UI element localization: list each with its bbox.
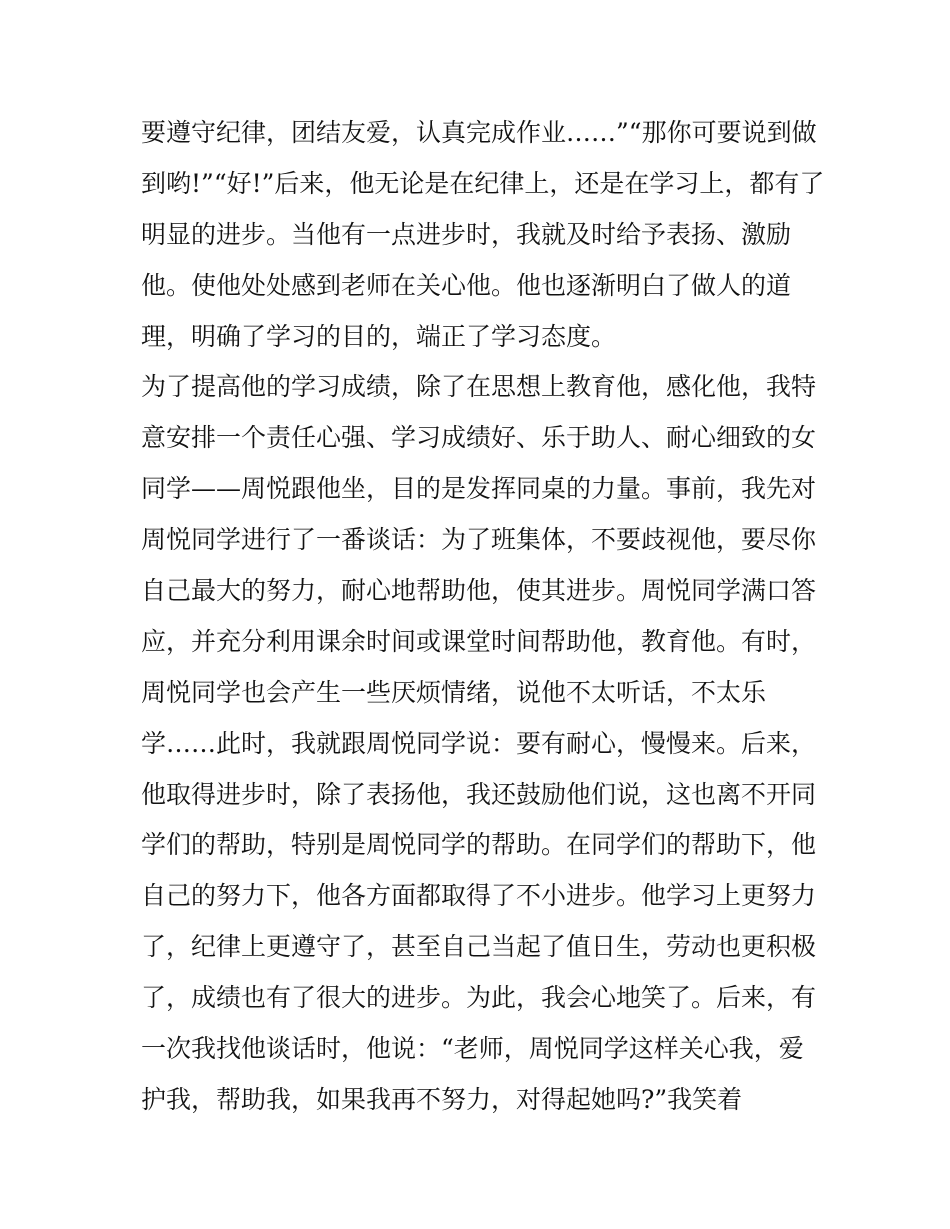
text-line: 意安排一个责任心强、学习成绩好、乐于助人、耐心细致的女 [141, 423, 817, 453]
body-text [141, 108, 825, 1126]
text-line: 到哟!”“好!”后来，他无论是在纪律上，还是在学习上，都有了 [141, 168, 825, 198]
text-line: 一次我找他谈话时，他说：“老师，周悦同学这样关心我，爱 [141, 1034, 804, 1064]
text-line: 自己最大的努力，耐心地帮助他，使其进步。周悦同学满口答 [141, 576, 817, 606]
text-line: 周悦同学也会产生一些厌烦情绪，说他不太听话，不太乐 [141, 677, 767, 707]
text-line: 明显的进步。当他有一点进步时，我就及时给予表扬、激励 [141, 219, 792, 249]
text-line: 应，并充分利用课余时间或课堂时间帮助他，教育他。有时， [141, 626, 817, 656]
text-line: 他。使他处处感到老师在关心他。他也逐渐明白了做人的道 [141, 270, 792, 300]
text-line: 周悦同学进行了一番谈话：为了班集体，不要歧视他，要尽你 [141, 525, 817, 555]
text-line: 学……此时，我就跟周悦同学说：要有耐心，慢慢来。后来， [141, 728, 817, 758]
text-line: 理，明确了学习的目的，端正了学习态度。 [141, 321, 617, 351]
text-line: 学们的帮助，特别是周悦同学的帮助。在同学们的帮助下，他 [141, 830, 817, 860]
text-line: 了，纪律上更遵守了，甚至自己当起了值日生，劳动也更积极 [141, 932, 817, 962]
text-line: 同学——周悦跟他坐，目的是发挥同桌的力量。事前，我先对 [141, 474, 817, 504]
text-line: 要遵守纪律，团结友爱，认真完成作业……”“那你可要说到做 [141, 118, 817, 147]
text-line: 为了提高他的学习成绩，除了在思想上教育他，感化他，我特 [141, 372, 817, 402]
text-line: 自己的努力下，他各方面都取得了不小进步。他学习上更努力 [141, 881, 817, 911]
text-line: 他取得进步时，除了表扬他，我还鼓励他们说，这也离不开同 [141, 779, 817, 809]
text-line: 护我，帮助我，如果我再不努力，对得起她吗?”我笑着 [141, 1084, 743, 1114]
text-line: 了，成绩也有了很大的进步。为此，我会心地笑了。后来，有 [141, 983, 817, 1013]
